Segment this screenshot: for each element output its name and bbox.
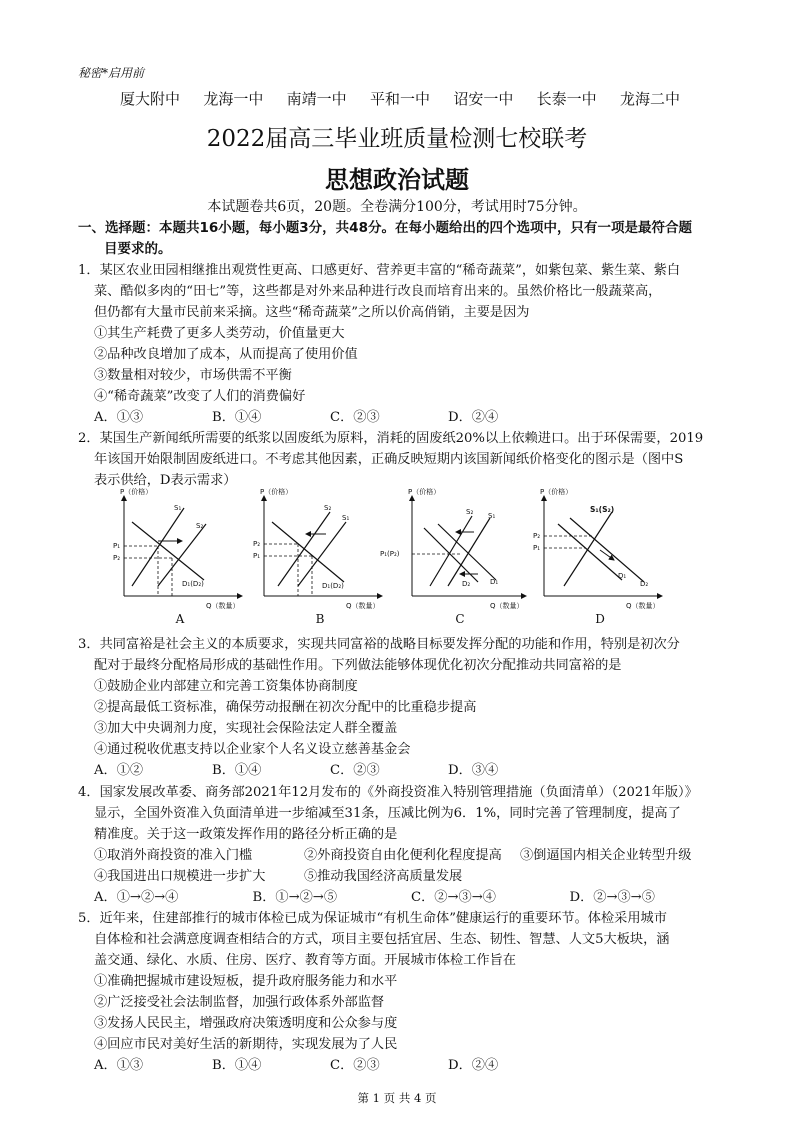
- choice-item: ①鼓励企业内部建立和完善工资集体协商制度: [94, 679, 358, 694]
- school-name: 厦大附中: [120, 90, 181, 108]
- chart-label: B: [315, 612, 325, 626]
- question-2: [78, 428, 728, 491]
- chart-a: [110, 488, 250, 628]
- choice-item: ③倒逼国内相关企业转型升级: [520, 848, 692, 863]
- line-label: D₁: [618, 572, 627, 580]
- option-d[interactable]: D．②④: [448, 1058, 499, 1073]
- option-d[interactable]: D．③④: [448, 763, 499, 778]
- answer-options: [78, 407, 728, 428]
- chart-label: D: [595, 612, 605, 626]
- subject-title: 思想政治试题: [325, 166, 469, 194]
- chart-c: [380, 488, 530, 628]
- option-a[interactable]: A．①②: [94, 763, 144, 778]
- option-d[interactable]: D．②④: [448, 410, 499, 425]
- choice-row: [78, 866, 728, 887]
- choice-item: ④通过税收优惠支持以企业家个人名义设立慈善基金会: [94, 742, 411, 757]
- school-list: [120, 88, 680, 109]
- school-name: 平和一中: [369, 90, 430, 108]
- choice-item: ④“稀奇蔬菜”改变了人们的消费偏好: [94, 389, 306, 404]
- option-b[interactable]: B．①→②→⑤: [252, 890, 338, 905]
- choice-item: ④我国进出口规模进一步扩大: [94, 869, 266, 884]
- chart-label: A: [175, 612, 185, 626]
- question-stem-line: 盖交通、绿化、水质、住房、医疗、教育等方面。开展城市体检工作旨在: [94, 953, 516, 968]
- option-a[interactable]: A．①③: [94, 410, 144, 425]
- school-name: 诏安一中: [453, 90, 514, 108]
- secret-label: 秘密*启用前: [78, 66, 145, 80]
- option-a[interactable]: A．①③: [94, 1058, 144, 1073]
- price-label: P₁(P₂): [380, 550, 400, 558]
- chart-b: [250, 488, 390, 628]
- supply-demand-charts: [110, 488, 670, 628]
- exam-intro: 本试题卷共6页，20题。全卷满分100分，考试用时75分钟。: [207, 199, 587, 215]
- x-axis-label: Q（数量）: [626, 602, 660, 610]
- school-name: 南靖一中: [286, 90, 347, 108]
- choice-item: ②品种改良增加了成本，从而提高了使用价值: [94, 347, 358, 362]
- chart-c-svg: [380, 488, 530, 613]
- y-axis-label: P（价格）: [408, 488, 441, 496]
- chart-a-svg: [110, 488, 250, 613]
- section-line: 目要求的。: [104, 241, 172, 257]
- price-label: P₁: [533, 544, 541, 552]
- choice-item: ①准确把握城市建设短板，提升政府服务能力和水平: [94, 974, 398, 989]
- line-label: D₁: [490, 578, 499, 586]
- choice-item: ①其生产耗费了更多人类劳动，价值量更大: [94, 326, 345, 341]
- question-stem-line: 但仍都有大量市民前来采摘。这些“稀奇蔬菜”之所以价高俏销，主要是因为: [94, 305, 530, 320]
- question-stem-line: 精准度。关于这一政策发挥作用的路径分析正确的是: [94, 827, 398, 842]
- choice-item: ③数量相对较少，市场供需不平衡: [94, 368, 292, 383]
- question-stem-line: 1．某区农业田园相继推出观赏性更高、口感更好、营养更丰富的“稀奇蔬菜”，如紫包菜、紫生菜、紫白: [78, 263, 681, 278]
- option-b[interactable]: B．①④: [212, 410, 262, 425]
- choice-item: ②提高最低工资标准，确保劳动报酬在初次分配中的比重稳步提高: [94, 700, 477, 715]
- line-label: D₂: [462, 580, 471, 588]
- option-c[interactable]: C．②③: [330, 1058, 380, 1073]
- y-axis-label: P（价格）: [120, 488, 153, 496]
- question-4: [78, 782, 728, 908]
- option-c[interactable]: C．②③: [330, 763, 380, 778]
- question-stem-line: 年该国开始限制固废纸进口。不考虑其他因素，正确反映短期内该国新闻纸价格变化的图示是（图中S: [94, 452, 684, 467]
- option-b[interactable]: B．①④: [212, 763, 262, 778]
- supply-line-s1: [448, 518, 490, 586]
- question-stem-line: 表示供给，D表示需求）: [94, 473, 237, 488]
- question-stem-line: 4．国家发展改革委、商务部2021年12月发布的《外商投资准入特别管理措施（负面清单）（2021年版）》: [78, 785, 698, 800]
- demand-line-d1: [558, 524, 622, 580]
- section-line: 一、选择题：本题共16小题，每小题3分，共48分。在每小题给出的四个选项中，只有一项是最符合题: [78, 220, 692, 236]
- line-label: S₁: [174, 504, 182, 512]
- demand-line-d2: [570, 518, 644, 582]
- choice-item: ②外商投资自由化便利化程度提高: [304, 848, 502, 863]
- line-label: S₂: [196, 522, 204, 530]
- answer-options: [78, 760, 728, 781]
- question-stem-line: 菜、酷似多肉的“田七”等，这些都是对外来品种进行改良而培育出来的。虽然价格比一般蔬菜高，: [94, 284, 662, 299]
- choice-item: ④回应市民对美好生活的新期待，实现发展为了人民: [94, 1037, 398, 1052]
- supply-line: [564, 512, 612, 586]
- y-axis-label: P（价格）: [260, 488, 293, 496]
- choice-item: ⑤推动我国经济高质量发展: [304, 869, 463, 884]
- question-stem-line: 配对于最终分配格局形成的基础性作用。下列做法能够体现优化初次分配推动共同富裕的是: [94, 658, 622, 673]
- option-b[interactable]: B．①④: [212, 1058, 262, 1073]
- supply-line-s2: [158, 524, 206, 586]
- option-c[interactable]: C．②→③→④: [411, 890, 496, 905]
- chart-d: [530, 488, 670, 628]
- price-label: P₁: [253, 552, 261, 560]
- choice-item: ③加大中央调剂力度，实现社会保险法定人群全覆盖: [94, 721, 398, 736]
- school-name: 龙海二中: [619, 90, 680, 108]
- question-stem-line: 显示，全国外资准入负面清单进一步缩减至31条，压减比例为6．1%，同时完善了管理制度，提高了: [94, 806, 681, 821]
- line-label: S₁: [488, 512, 496, 520]
- chart-b-svg: [250, 488, 390, 613]
- line-label: S₁: [342, 514, 350, 522]
- page-footer: 第 1 页 共 4 页: [357, 1091, 437, 1105]
- option-d[interactable]: D．②→③→⑤: [569, 890, 655, 905]
- chart-d-svg: [530, 488, 670, 613]
- section-heading: [78, 218, 724, 260]
- chart-label: C: [455, 612, 465, 626]
- question-stem-line: 3．共同富裕是社会主义的本质要求，实现共同富裕的战略目标要发挥分配的功能和作用，特别是初次分: [78, 637, 680, 652]
- question-5: [78, 908, 728, 1076]
- line-label: S₂: [324, 504, 332, 512]
- option-a[interactable]: A．①→②→④: [94, 890, 179, 905]
- line-label: D₂: [640, 580, 649, 588]
- exam-title: 2022届高三毕业班质量检测七校联考: [206, 126, 588, 152]
- line-label: S₁(S₂): [590, 505, 615, 514]
- question-stem-line: 5．近年来，住建部推行的城市体检已成为保证城市“有机生命体”健康运行的重要环节。体检采用城市: [78, 911, 667, 926]
- choice-row: [78, 845, 728, 866]
- school-name: 龙海一中: [203, 90, 264, 108]
- x-axis-label: Q（数量）: [346, 602, 380, 610]
- x-axis-label: Q（数量）: [206, 602, 240, 610]
- question-1: [78, 260, 728, 428]
- choice-item: ①取消外商投资的准入门槛: [94, 848, 253, 863]
- choice-item: ③发扬人民民主，增强政府决策透明度和公众参与度: [94, 1016, 398, 1031]
- answer-options: [78, 1055, 728, 1076]
- line-label: D₁(D₂): [182, 580, 204, 588]
- question-stem-line: 自体检和社会满意度调查相结合的方式，项目主要包括宜居、生态、韧性、智慧、人文5大板块，涵: [94, 932, 670, 947]
- price-label: P₂: [253, 540, 261, 548]
- demand-line: [132, 522, 204, 580]
- question-stem-line: 2．某国生产新闻纸所需要的纸浆以固废纸为原料，消耗的固废纸20%以上依赖进口。出于环保需要，2019: [78, 431, 704, 446]
- price-label: P₂: [113, 554, 121, 562]
- x-axis-label: Q（数量）: [490, 602, 524, 610]
- y-axis-label: P（价格）: [540, 488, 573, 496]
- option-c[interactable]: C．②③: [330, 410, 380, 425]
- supply-line-s1: [298, 522, 346, 586]
- school-name: 长泰一中: [536, 90, 597, 108]
- question-3: [78, 634, 728, 781]
- line-label: D₁(D₂): [322, 582, 344, 590]
- line-label: S₂: [466, 508, 474, 516]
- price-label: P₂: [533, 532, 541, 540]
- choice-item: ②广泛接受社会法制监督，加强行政体系外部监督: [94, 995, 385, 1010]
- price-label: P₁: [113, 542, 121, 550]
- answer-options: [78, 887, 728, 908]
